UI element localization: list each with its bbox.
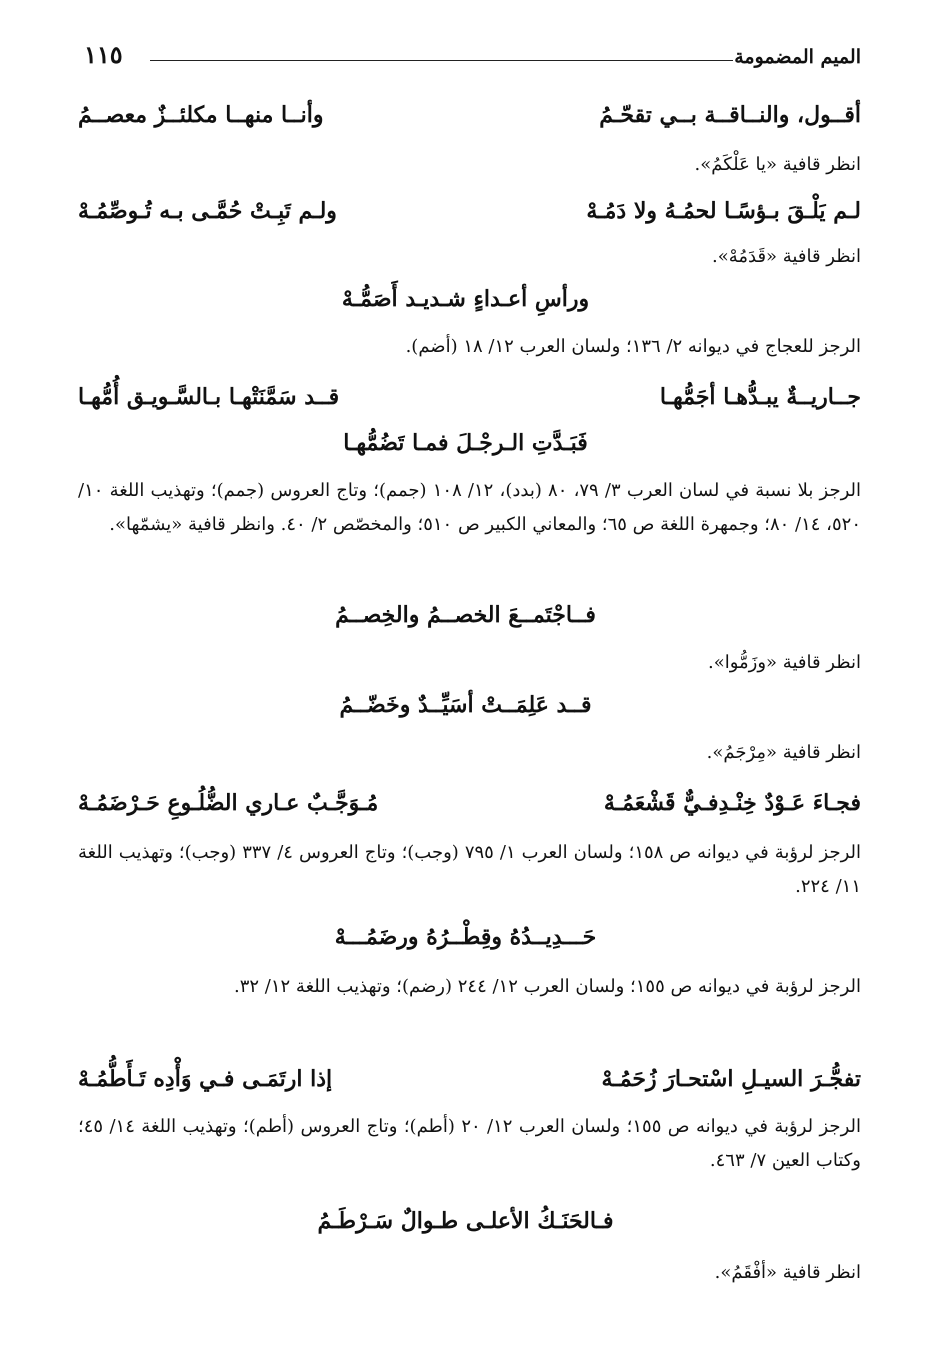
source-reference: الرجز بلا نسبة في لسان العرب ٣/ ٧٩، ٨٠ (بدد)، ١٢/ ١٠٨ (جمم)؛ وتاج العروس (جمم)؛ وتهذيب اللغة ١٠/ ٥٢٠، ١٤/ ٨٠؛ وجمهرة اللغة ص ٦٥؛ والمعاني الكبير ص ٥١٠؛ والمخصّص ٢/ ٤٠. وانظر قافية «يشمّها».	[78, 480, 862, 535]
verse-hemistich-left: وأنــا منهــا مكلئــزٌ معصــمُ	[78, 102, 324, 128]
verse-hemistich-right: جــاريــةٌ يبـدُّهـا أجَمُّهـا	[659, 384, 861, 410]
verse-hemistich-left: ولـم تَبِـتْ حُمَّـى بـه تُـوصِّمُـهْ	[78, 198, 337, 224]
cross-reference-note: انظر قافية «أفْقَمُ».	[714, 1262, 861, 1283]
verse-hemistich-right: لـم يَلْـقَ بـؤسًـا لحمُـهُ ولا دَمُـهْ	[586, 198, 861, 224]
cross-reference-note: انظر قافية «يا عَلْكَمُ».	[694, 154, 861, 175]
verse-line	[78, 786, 861, 820]
page-number: ١١٥	[84, 40, 123, 69]
centered-verse: فَبَـدَّتِ الـرجْـلَ فمـا تَضُمُّهـا	[343, 430, 588, 456]
verse-line	[78, 380, 861, 414]
verse-hemistich-left: قــد سَمَّنَتْهـا بـالسَّـويـق أُمُّهـا	[78, 384, 340, 410]
source-reference: الرجز للعجاج في ديوانه ٢/ ١٣٦؛ ولسان العرب ١٢/ ١٨ (أضم).	[405, 336, 861, 357]
centered-verse: حَـــدِيــدُهُ وقِطْــرُهُ ورضَمُـــهْ	[334, 924, 597, 950]
source-reference: الرجز لرؤبة في ديوانه ص ١٥٨؛ ولسان العرب ١/ ٧٩٥ (وجب)؛ وتاج العروس ٤/ ٣٣٧ (وجب)؛ وتهذيب اللغة ١١/ ٢٢٤.	[78, 842, 861, 897]
verse-hemistich-right: تفجُّـرَ السيـلِ اسْتحـارَ زُحَمُـهْ	[601, 1066, 861, 1092]
chapter-title: الميم المضمومة	[734, 46, 861, 68]
source-reference: الرجز لرؤبة في ديوانه ص ١٥٥؛ ولسان العرب ١٢/ ٢٤٤ (رضم)؛ وتهذيب اللغة ١٢/ ٣٢.	[233, 976, 861, 997]
centered-verse: فـالحَنَـكُ الأعلـى طـوالٌ سَـرْطَـمُ	[317, 1208, 614, 1234]
cross-reference-note: انظر قافية «مِرْجَمُ».	[706, 742, 861, 763]
centered-verse: قــد عَلِمَــتْ أسَيِّــدٌ وخَضّــمُ	[339, 692, 592, 718]
verse-line	[78, 1062, 861, 1096]
verse-hemistich-right: فجـاءَ عَـوْدٌ خِنْـدِفـيٌّ قَشْعَمُـهْ	[603, 790, 861, 816]
verse-hemistich-right: أقــول، والنــاقــة بــي تقحّـمُ	[599, 102, 861, 128]
header-rule	[150, 60, 733, 61]
verse-line	[78, 98, 861, 132]
verse-hemistich-left: إذا ارتَمَـى فـي وَأْدِه تَـأَطُّمُـهْ	[78, 1066, 333, 1092]
source-reference: الرجز لرؤبة في ديوانه ص ١٥٥؛ ولسان العرب ١٢/ ٢٠ (أطم)؛ وتاج العروس (أطم)؛ وتهذيب اللغة ١٤/ ٤٥؛ وكتاب العين ٧/ ٤٦٣.	[78, 1116, 861, 1171]
running-header	[78, 40, 861, 80]
centered-verse: ورأسِ أعـداءٍ شـديـد أَصَمُّـهْ	[341, 286, 590, 312]
cross-reference-note: انظر قافية «وزَمُّوا».	[708, 652, 861, 673]
verse-line	[78, 194, 861, 228]
verse-hemistich-left: مُـوَجَّـبٌ عـاري الضُّلُـوعِ حَـرْضَمُـهْ	[78, 790, 379, 816]
centered-verse: فــاجْتَمــعَ الخصــمُ والخِصــمُ	[335, 602, 596, 628]
cross-reference-note: انظر قافية «قَدَمُهْ».	[711, 246, 861, 267]
